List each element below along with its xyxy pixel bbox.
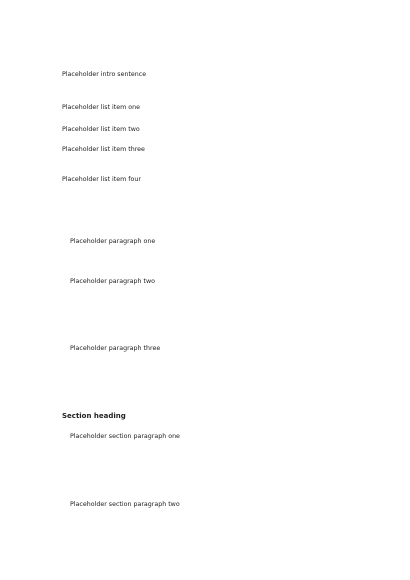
merit-item-3: Placeholder list item three bbox=[62, 146, 145, 153]
section-paragraph-1: Placeholder section paragraph one bbox=[70, 433, 180, 440]
section-heading: Section heading bbox=[62, 412, 126, 420]
section-paragraph-2: Placeholder section paragraph two bbox=[70, 501, 180, 508]
merit-item-4: Placeholder list item four bbox=[62, 176, 141, 183]
paragraph-1: Placeholder paragraph one bbox=[70, 238, 156, 245]
paragraph-2: Placeholder paragraph two bbox=[70, 278, 156, 285]
merit-item-2: Placeholder list item two bbox=[62, 126, 140, 133]
intro-text: Placeholder intro sentence bbox=[62, 71, 147, 78]
paragraph-3: Placeholder paragraph three bbox=[70, 345, 161, 352]
merit-item-1: Placeholder list item one bbox=[62, 104, 140, 111]
